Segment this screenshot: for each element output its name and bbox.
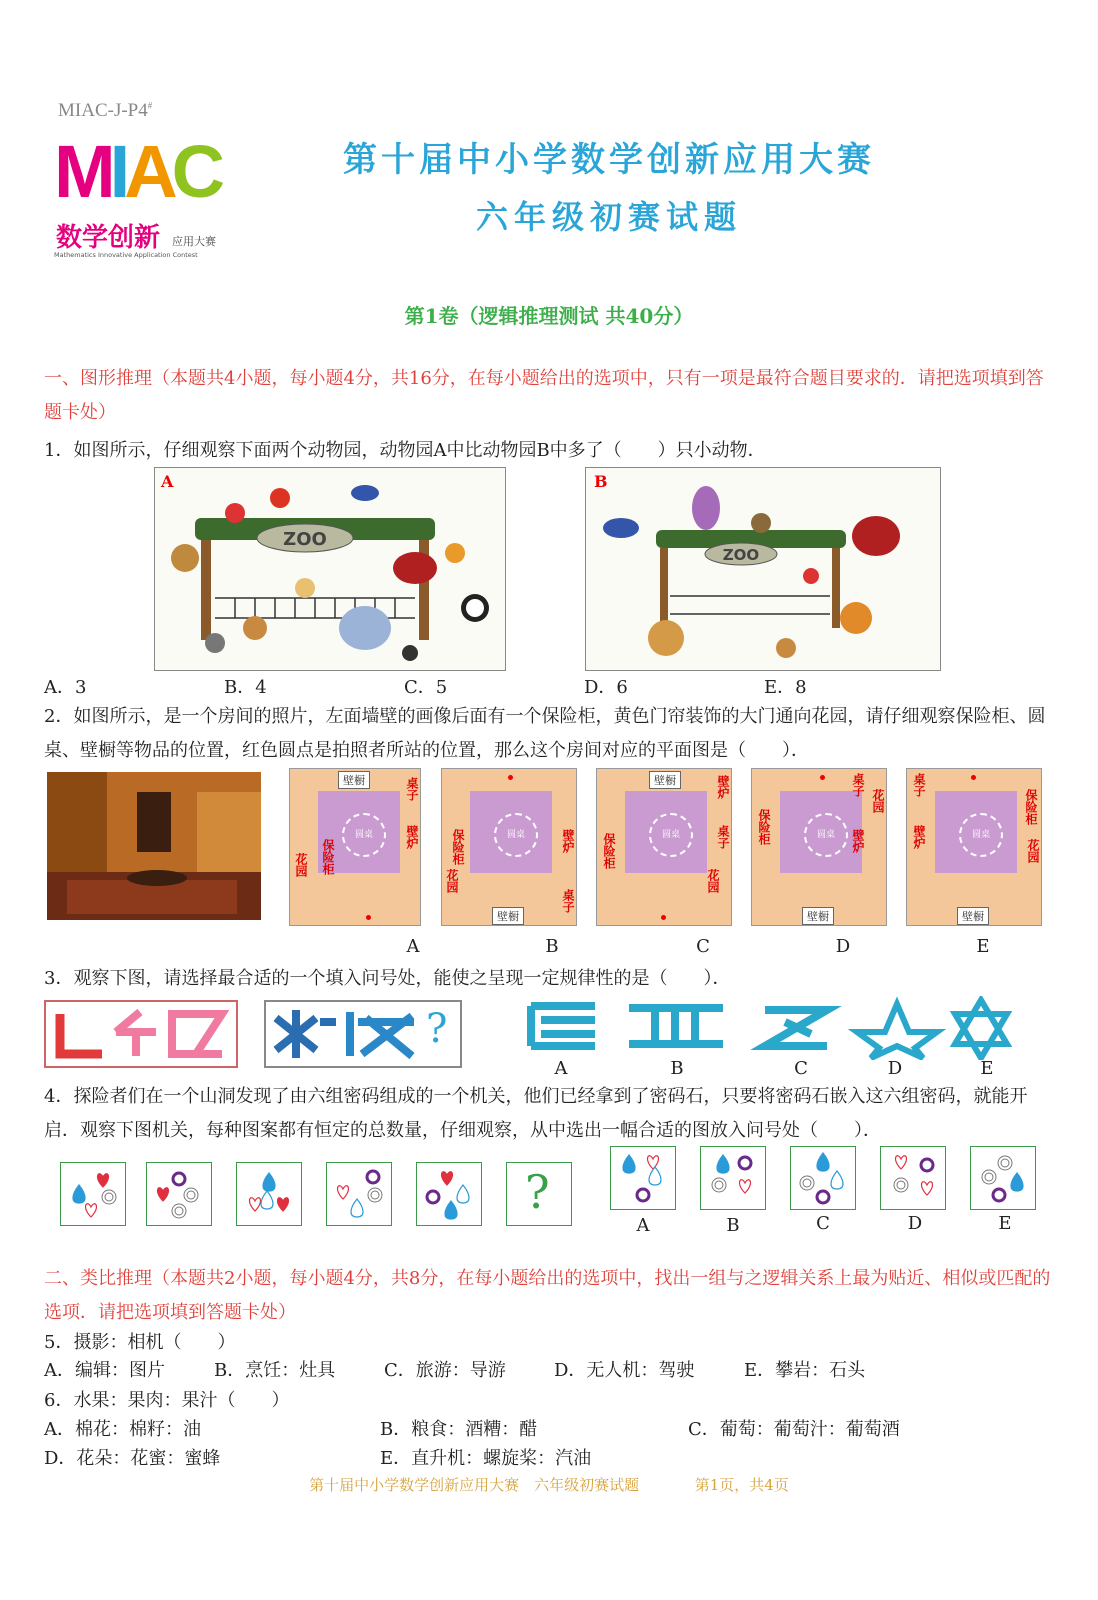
zoo-b-label: B (594, 472, 608, 491)
zoo-a-image (154, 467, 506, 671)
q6-option-c[interactable]: C．葡萄：葡萄汁：葡萄酒 (688, 1419, 900, 1440)
q4-option-card[interactable] (700, 1146, 766, 1210)
q4-code-card (326, 1162, 392, 1226)
q4-option-b[interactable]: B (726, 1215, 740, 1236)
plan-e-fireplace: 壁炉 (912, 825, 926, 849)
plan-e-camera-dot (971, 775, 976, 780)
q4-option-a[interactable]: A (636, 1215, 650, 1236)
plan-c-desk: 桌子 (716, 825, 730, 849)
q6-option-a[interactable]: A．棉花：棉籽：油 (44, 1419, 201, 1440)
q2-text: 2．如图所示，是一个房间的照片，左面墙壁的画像后面有一个保险柜，黄色门帘装饰的大门通向花园，请仔细观察保险柜、圆桌、壁橱等物品的位置，红色圆点是拍照者所站的位置，那么这个房间对应的平面图是（ ）． (44, 706, 1046, 761)
plan-d-fireplace: 壁炉 (851, 829, 865, 853)
q4-text: 4．探险者们在一个山洞发现了由六组密码组成的一个机关，他们已经拿到了密码石，只要将密码石嵌入这六组密码，就能开启．观察下图机关，每种图案都有恒定的总数量，仔细观察，从中选出一幅合适的图放入问号处（ ）． (44, 1086, 1028, 1141)
q1-text: 1．如图所示，仔细观察下面两个动物园，动物园A中比动物园B中多了（ ）只小动物． (44, 440, 766, 461)
plan-a-camera-dot (366, 915, 371, 920)
plan-a-garden: 花园 (294, 853, 308, 877)
plan-e-garden: 花园 (1026, 839, 1040, 863)
q6-option-d[interactable]: D．花朵：花蜜：蜜蜂 (44, 1448, 221, 1469)
plan-d-table: 圆桌 (804, 813, 848, 857)
floorplan-d (751, 768, 887, 926)
q2-option-d[interactable]: D (835, 936, 851, 957)
floorplan-b (441, 768, 577, 926)
q6-text: 6．水果：果肉：果汁（ ） (44, 1390, 290, 1411)
zoo-b-illustration (586, 468, 940, 670)
q1-option-e[interactable]: E．8 (764, 677, 807, 698)
logo-en: Mathematics Innovative Application Contest (54, 251, 198, 259)
plan-d-desk: 桌子 (851, 773, 865, 797)
q6-option-e[interactable]: E．直升机：螺旋桨：汽油 (380, 1448, 592, 1469)
q4-code-card (146, 1162, 212, 1226)
plan-e-safe: 保险柜 (1024, 789, 1038, 825)
q3-option-a[interactable]: A (554, 1058, 568, 1079)
floorplan-a (289, 768, 421, 926)
q5-text: 5．摄影：相机（ ） (44, 1332, 236, 1353)
q3-option-e[interactable]: E (980, 1058, 994, 1079)
q4-symbols (611, 1147, 675, 1209)
plan-a-closet: 壁橱 (338, 771, 370, 789)
q1-option-c[interactable]: C．5 (404, 677, 448, 698)
q4-option-card[interactable] (880, 1146, 946, 1210)
q3-option-c[interactable]: C (794, 1058, 808, 1079)
zoo-b-image (585, 467, 941, 671)
q4-option-card[interactable] (610, 1146, 676, 1210)
logo-cn-small: 应用大赛 (172, 235, 216, 248)
q4-symbols (61, 1163, 125, 1225)
section1-heading: 一、图形推理（本题共4小题，每小题4分，共16分，在每小题给出的选项中，只有一项是最符合题目要求的．请把选项填到答题卡处） (44, 368, 1044, 423)
plan-a-desk: 桌子 (405, 777, 419, 801)
footer-page: 第1页，共4页 (694, 1476, 789, 1494)
q4-symbols (147, 1163, 211, 1225)
zoo-b-sign: ZOO (722, 546, 760, 564)
plan-e-desk: 桌子 (912, 773, 926, 797)
section2-heading: 二、类比推理（本题共2小题，每小题4分，共8分，在每小题给出的选项中，找出一组与之逻辑关系上最为贴近、相似或匹配的选项．请把选项填到答题卡处） (44, 1268, 1051, 1323)
q4-question-card (506, 1162, 572, 1226)
q4-symbols (237, 1163, 301, 1225)
q3-text: 3．观察下图，请选择最合适的一个填入问号处，能使之呈现一定规律性的是（ ）． (44, 968, 731, 989)
q2-option-e[interactable]: E (976, 936, 990, 957)
zoo-a-label: A (161, 472, 174, 491)
q4-option-card[interactable] (970, 1146, 1036, 1210)
q5-option-a[interactable]: A．编辑：图片 (44, 1360, 165, 1381)
q5-option-d[interactable]: D．无人机：驾驶 (554, 1360, 695, 1381)
plan-e-closet: 壁橱 (957, 907, 989, 925)
zoo-a-illustration (155, 468, 505, 670)
plan-c-camera-dot (661, 915, 666, 920)
q2-option-a[interactable]: A (406, 936, 420, 957)
q3-sequence-2 (264, 1000, 462, 1068)
plan-e-table: 圆桌 (959, 813, 1003, 857)
logo-letters: MIAC (54, 130, 220, 213)
plan-a-safe: 保险柜 (321, 839, 335, 875)
room-photo (47, 772, 261, 920)
q5-option-b[interactable]: B．烹饪：灶具 (214, 1360, 336, 1381)
plan-c-fireplace: 壁炉 (716, 775, 730, 799)
q4-code-card (60, 1162, 126, 1226)
plan-b-garden: 花园 (445, 869, 459, 893)
q4-option-e[interactable]: E (998, 1213, 1012, 1234)
plan-b-desk: 桌子 (561, 889, 575, 913)
q3-option-d[interactable]: D (887, 1058, 903, 1079)
floorplan-c (596, 768, 732, 926)
q4-option-card[interactable] (790, 1146, 856, 1210)
q4-option-c[interactable]: C (816, 1213, 830, 1234)
plan-d-safe: 保险柜 (757, 809, 771, 845)
q3-options-shapes (525, 996, 1025, 1060)
page-title: 第十届中小学数学创新应用大赛 (343, 140, 875, 180)
plan-c-safe: 保险柜 (602, 833, 616, 869)
plan-c-garden: 花园 (706, 869, 720, 893)
q5-option-c[interactable]: C．旅游：导游 (384, 1360, 506, 1381)
plan-d-garden: 花园 (871, 789, 885, 813)
zoo-a-sign: ZOO (283, 529, 327, 550)
page-subtitle: 六年级初赛试题 (475, 198, 742, 236)
q3-option-b[interactable]: B (670, 1058, 684, 1079)
plan-d-camera-dot (820, 775, 825, 780)
q4-symbols (791, 1147, 855, 1209)
q5-option-e[interactable]: E．攀岩：石头 (744, 1360, 866, 1381)
logo-cn: 数学创新 (56, 223, 161, 253)
q4-code-card (416, 1162, 482, 1226)
q2-option-b[interactable]: B (545, 936, 559, 957)
plan-c-closet: 壁橱 (649, 771, 681, 789)
q4-option-d[interactable]: D (907, 1213, 923, 1234)
q3-sequence-1-shapes (46, 1002, 236, 1066)
plan-c-table: 圆桌 (649, 813, 693, 857)
floorplan-e (906, 768, 1042, 926)
page-footer (0, 1474, 1098, 1495)
room-photo-illustration (47, 772, 261, 920)
plan-b-fireplace: 壁炉 (561, 829, 575, 853)
plan-b-safe: 保险柜 (451, 829, 465, 865)
q1-option-a[interactable]: A．3 (44, 677, 87, 698)
q4-question-mark: ? (525, 1165, 550, 1219)
q4-code-card (236, 1162, 302, 1226)
q4-symbols (701, 1147, 765, 1209)
plan-a-fireplace: 壁炉 (405, 825, 419, 849)
q6-option-b[interactable]: B．粮食：酒糟：醋 (380, 1419, 538, 1440)
footer-title: 第十届中小学数学创新应用大赛 六年级初赛试题 (309, 1476, 640, 1494)
q3-question-mark: ? (426, 1006, 448, 1052)
paper-code: MIAC-J-P4# (58, 100, 153, 121)
q1-option-d[interactable]: D．6 (584, 677, 628, 698)
plan-a-table: 圆桌 (342, 813, 386, 857)
q4-symbols (971, 1147, 1035, 1209)
q1-option-b[interactable]: B．4 (224, 677, 267, 698)
plan-b-table: 圆桌 (494, 813, 538, 857)
q3-sequence-1 (44, 1000, 238, 1068)
plan-d-closet: 壁橱 (802, 907, 834, 925)
q4-symbols (417, 1163, 481, 1225)
q2-option-c[interactable]: C (696, 936, 710, 957)
volume-heading: 第1卷（逻辑推理测试 共40分） (404, 304, 694, 328)
plan-b-closet: 壁橱 (492, 907, 524, 925)
q4-symbols (327, 1163, 391, 1225)
plan-b-camera-dot (508, 775, 513, 780)
q4-symbols (881, 1147, 945, 1209)
